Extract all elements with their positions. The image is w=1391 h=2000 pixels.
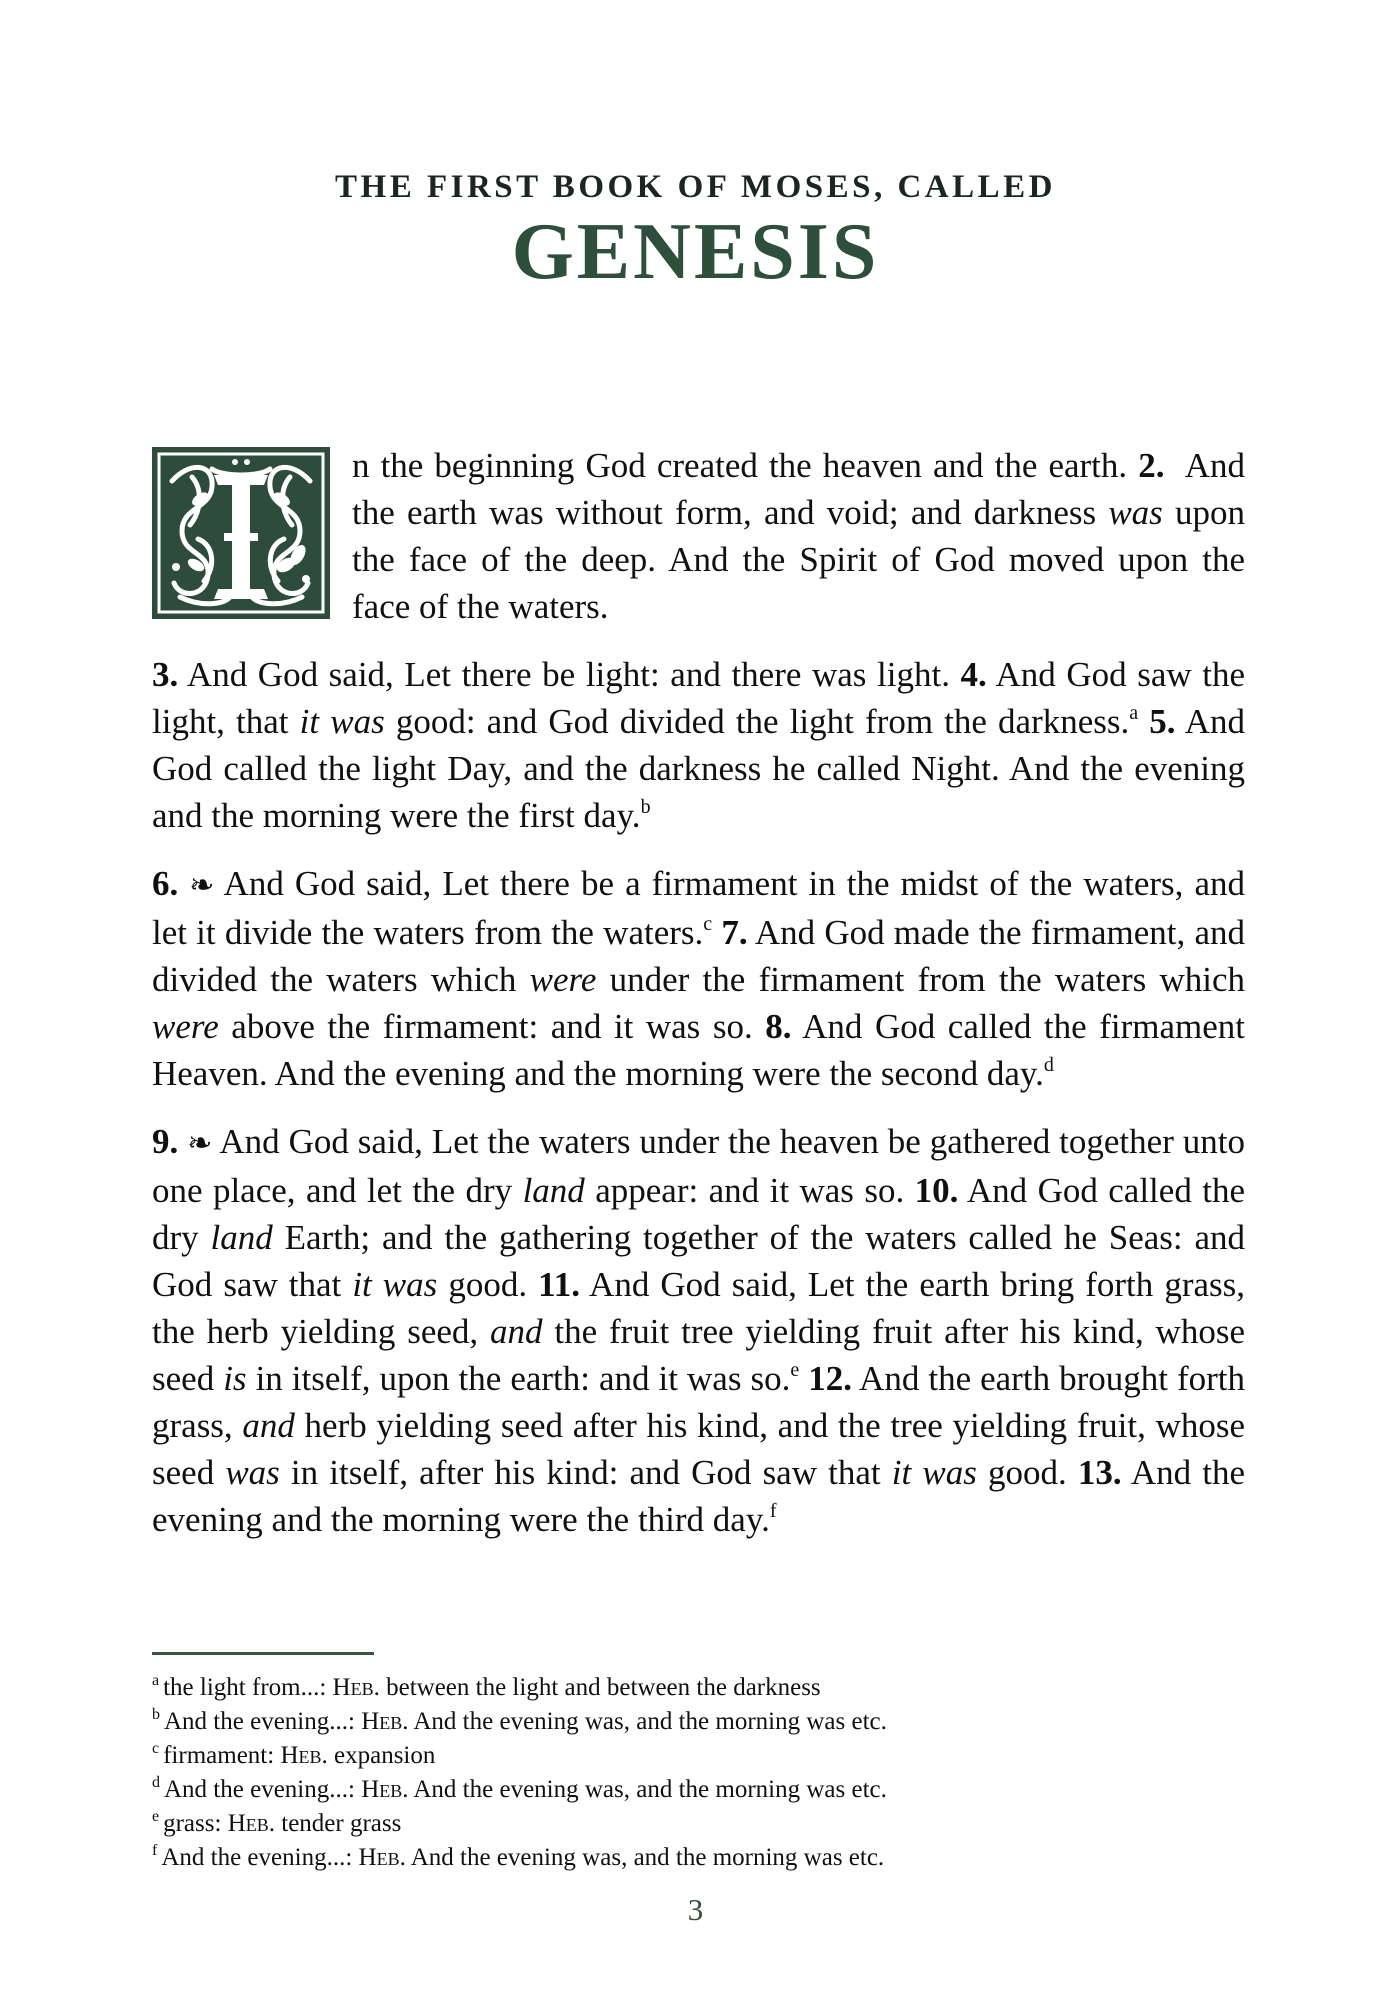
footnote-text: And the evening was, and the morning was etc. [408, 1708, 887, 1735]
italic-text: land [522, 1171, 585, 1210]
verse-text: And God saw the light, that [152, 655, 1246, 741]
body-text [152, 442, 1245, 1543]
verse-number: 4. [960, 655, 987, 694]
verse-text: upon the face of the deep. And the Spirit of God moved upon the face of the waters. [352, 493, 1245, 626]
hebrew-label: Heb. [280, 1742, 328, 1769]
hebrew-label: Heb. [227, 1810, 275, 1837]
footnote-text: expansion [327, 1742, 436, 1769]
footnote-marker: a [152, 1672, 160, 1689]
book-header: THE FIRST BOOK OF MOSES, CALLED [335, 169, 1056, 205]
footnote-text: And the evening was, and the morning was etc. [405, 1844, 885, 1871]
verse-number: 13. [1077, 1453, 1122, 1492]
verse-paragraph [152, 442, 1245, 630]
footnote [152, 1773, 1245, 1807]
verse-text: And God made the firmament, and divided the waters which [152, 913, 1246, 999]
italic-text: is [223, 1359, 247, 1398]
footnote-marker: f [152, 1842, 158, 1859]
hebrew-label: Heb. [361, 1708, 409, 1735]
italic-text: and [242, 1406, 295, 1445]
verse-text: And God said, Let the waters under the heaven be gathered together unto one place, and let the dry [152, 1122, 1246, 1210]
verse-text: good. [976, 1453, 1078, 1492]
verse-text: good: and God divided the light from the darkness. [384, 702, 1130, 741]
verse-number: 8. [765, 1007, 792, 1046]
footnote-text: between the light and between the darkness [379, 1674, 821, 1701]
verse-text [1138, 702, 1149, 741]
italic-text: land [210, 1218, 273, 1257]
verse-number: 7. [721, 913, 748, 952]
footnotes-list [152, 1671, 1245, 1875]
footnote-text: firmament: [163, 1742, 281, 1769]
book-title: GENESIS [511, 208, 880, 296]
verse-number: 5. [1149, 702, 1176, 741]
verse-text: the fruit tree yielding fruit after his kind, whose seed [152, 1312, 1245, 1398]
verse-number: 9. [152, 1122, 179, 1161]
verse-text: And God called the firmament Heaven. And the evening and the morning were the second day. [152, 1007, 1245, 1093]
footnote-ref: f [769, 1500, 777, 1522]
italic-text: it was [891, 1453, 977, 1492]
verse-text: And the evening and the morning were the third day. [152, 1453, 1245, 1539]
verse-text: above the firmament: and it was so. [218, 1007, 766, 1046]
footnote-rule [152, 1652, 374, 1655]
verse-text [178, 1122, 187, 1161]
hebrew-label: Heb. [358, 1844, 406, 1871]
italic-text: was [225, 1453, 280, 1492]
verse-text [178, 864, 189, 903]
verse-number: 2. [1138, 446, 1165, 485]
verse-text: n the beginning God created the heaven and the earth. [352, 446, 1139, 485]
verse-text: under the firmament from the waters which [596, 960, 1246, 999]
verse-text: in itself, after his kind: and God saw that [279, 1453, 892, 1492]
verse-text: And the earth brought forth grass, [152, 1359, 1245, 1445]
footnote-ref: e [790, 1359, 800, 1381]
verse-text: Earth; and the gathering together of the waters called he Seas: and God saw that [152, 1218, 1246, 1304]
footnote-marker: c [152, 1740, 160, 1757]
footnote [152, 1807, 1245, 1841]
verse-text: And God said, Let the earth bring forth grass, the herb yielding seed, [152, 1265, 1246, 1351]
hedera-ornament-icon: ❧ [189, 868, 215, 903]
footnote-ref: b [640, 796, 651, 818]
footnote-marker: b [152, 1706, 160, 1723]
hebrew-label: Heb. [332, 1674, 380, 1701]
verse-text: in itself, upon the earth: and it was so. [246, 1359, 791, 1398]
footnote-ref: c [703, 913, 713, 935]
footnote-text: And the evening was, and the morning was etc. [408, 1776, 887, 1803]
footnote-ref: d [1043, 1054, 1054, 1076]
verse-number: 11. [538, 1265, 580, 1304]
verse-paragraph [152, 860, 1245, 1097]
verse-text [712, 913, 721, 952]
footnote-marker: d [152, 1774, 160, 1791]
verse-paragraph [152, 651, 1245, 839]
italic-text: were [152, 1007, 219, 1046]
footnote [152, 1705, 1245, 1739]
footnote-text: the light from...: [163, 1674, 333, 1701]
illuminated-initial-I [152, 447, 330, 619]
italic-text: it was [352, 1265, 438, 1304]
verse-text: good. [437, 1265, 539, 1304]
footnote [152, 1841, 1245, 1875]
footnote-text: tender grass [275, 1810, 402, 1837]
verse-number: 10. [914, 1171, 959, 1210]
verse-text: appear: and it was so. [584, 1171, 915, 1210]
verse-number: 6. [152, 864, 179, 903]
verse-text [799, 1359, 808, 1398]
italic-text: and [490, 1312, 543, 1351]
verse-text: And God said, Let there be light: and there was light. [178, 655, 961, 694]
verse-number: 12. [808, 1359, 852, 1398]
footnote-block [152, 1652, 1245, 1875]
dropcap-ornament-icon [152, 447, 330, 619]
verse-text: And the earth was without form, and void; and darkness [352, 446, 1245, 532]
footnote [152, 1739, 1245, 1773]
verse-text: And God said, Let there be a firmament in the midst of the waters, and let it divide the waters from the waters. [152, 864, 1245, 952]
footnote-ref: a [1129, 702, 1139, 724]
italic-text: were [529, 960, 597, 999]
footnote-text: grass: [163, 1810, 228, 1837]
footnote [152, 1671, 1245, 1705]
footnote-marker: e [152, 1808, 160, 1825]
hebrew-label: Heb. [361, 1776, 409, 1803]
italic-text: it was [299, 702, 385, 741]
verse-paragraph [152, 1118, 1245, 1543]
verse-text: herb yielding seed after his kind, and the tree yielding fruit, whose seed [152, 1406, 1245, 1492]
footnote-text: And the evening...: [164, 1708, 362, 1735]
page-number: 3 [687, 1892, 704, 1927]
verse-text: And God called the light Day, and the darkness he called Night. And the evening and the morning were the first day. [152, 702, 1245, 835]
verse-number: 3. [152, 655, 179, 694]
verse-text: And God called the dry [152, 1171, 1245, 1257]
footnote-text: And the evening...: [164, 1776, 362, 1803]
footnote-text: And the evening...: [161, 1844, 359, 1871]
italic-text: was [1108, 493, 1163, 532]
hedera-ornament-icon: ❧ [187, 1126, 213, 1161]
